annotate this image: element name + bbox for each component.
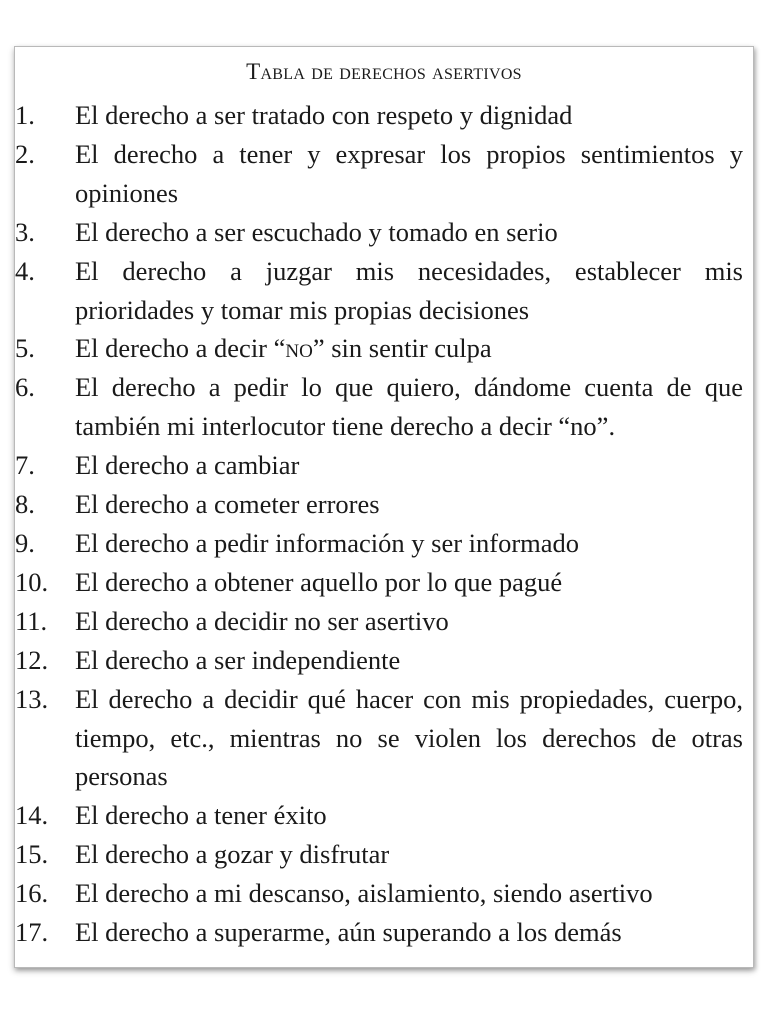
item-number: 2. (15, 138, 35, 169)
list-item-12 (15, 641, 755, 680)
item-text: El derecho a cometer errores (75, 489, 380, 520)
list-item-5 (15, 329, 755, 368)
item-number: 1. (15, 100, 35, 130)
list-item-16 (15, 874, 755, 913)
item-number: 13. (15, 683, 49, 714)
item-text: El derecho a decidir no ser asertivo (75, 605, 449, 636)
item-number: 8. (15, 489, 35, 520)
item-number: 3. (15, 216, 35, 247)
item-text: El derecho a superarme, aún superando a los demás (75, 917, 622, 948)
list-item-1 (15, 96, 755, 135)
list-item-8 (15, 485, 755, 524)
item-text (75, 333, 492, 363)
item-text: El derecho a pedir lo que quiero, dándome cuenta de que también mi interlocutor tiene derecho a decir “no”. (75, 372, 743, 442)
item-text-end: ” sin sentir culpa (312, 333, 492, 364)
list-item-2 (15, 135, 755, 213)
list-item-13 (15, 680, 755, 797)
item-text: El derecho a ser escuchado y tomado en serio (75, 216, 558, 247)
item-text: El derecho a tener éxito (75, 800, 327, 831)
item-number: 12. (15, 644, 49, 675)
list-item-7 (15, 446, 755, 485)
item-text: El derecho a tener y expresar los propios sentimientos y opiniones (75, 138, 743, 208)
list-item-17 (15, 913, 755, 952)
rights-list (15, 96, 755, 952)
item-text: El derecho a cambiar (75, 450, 300, 481)
table-title: Tabla de derechos asertivos (246, 59, 522, 84)
item-text: El derecho a mi descanso, aislamiento, siendo asertivo (75, 878, 653, 909)
list-item-11 (15, 602, 755, 641)
item-number: 6. (15, 372, 35, 403)
item-number: 15. (15, 839, 49, 870)
list-item-15 (15, 835, 755, 874)
item-text: El derecho a pedir información y ser informado (75, 527, 580, 558)
item-number: 7. (15, 450, 35, 481)
item-text: El derecho a decidir qué hacer con mis propiedades, cuerpo, tiempo, etc., mientras no se violen los derechos de otras personas (75, 683, 743, 792)
list-item-9 (15, 524, 755, 563)
item-text-emphasis: no (285, 333, 313, 364)
list-item-10 (15, 563, 755, 602)
item-number: 14. (15, 800, 49, 831)
list-item-4 (15, 252, 755, 330)
list-item-14 (15, 796, 755, 835)
item-text: El derecho a ser independiente (75, 644, 401, 675)
item-number: 5. (15, 333, 35, 364)
item-number: 9. (15, 527, 35, 558)
list-item-3 (15, 213, 755, 252)
rights-table-card (14, 46, 754, 968)
item-number: 11. (15, 605, 48, 636)
item-text: El derecho a ser tratado con respeto y dignidad (75, 100, 573, 130)
list-item-6 (15, 368, 755, 446)
item-number: 16. (15, 878, 49, 909)
item-number: 17. (15, 917, 49, 948)
item-number: 10. (15, 566, 49, 597)
item-text-start: El derecho a decir “ (75, 333, 286, 364)
item-text: El derecho a obtener aquello por lo que pagué (75, 566, 563, 597)
item-text: El derecho a gozar y disfrutar (75, 839, 390, 870)
item-text: El derecho a juzgar mis necesidades, establecer mis prioridades y tomar mis propias decisiones (75, 255, 743, 325)
item-number: 4. (15, 255, 35, 286)
